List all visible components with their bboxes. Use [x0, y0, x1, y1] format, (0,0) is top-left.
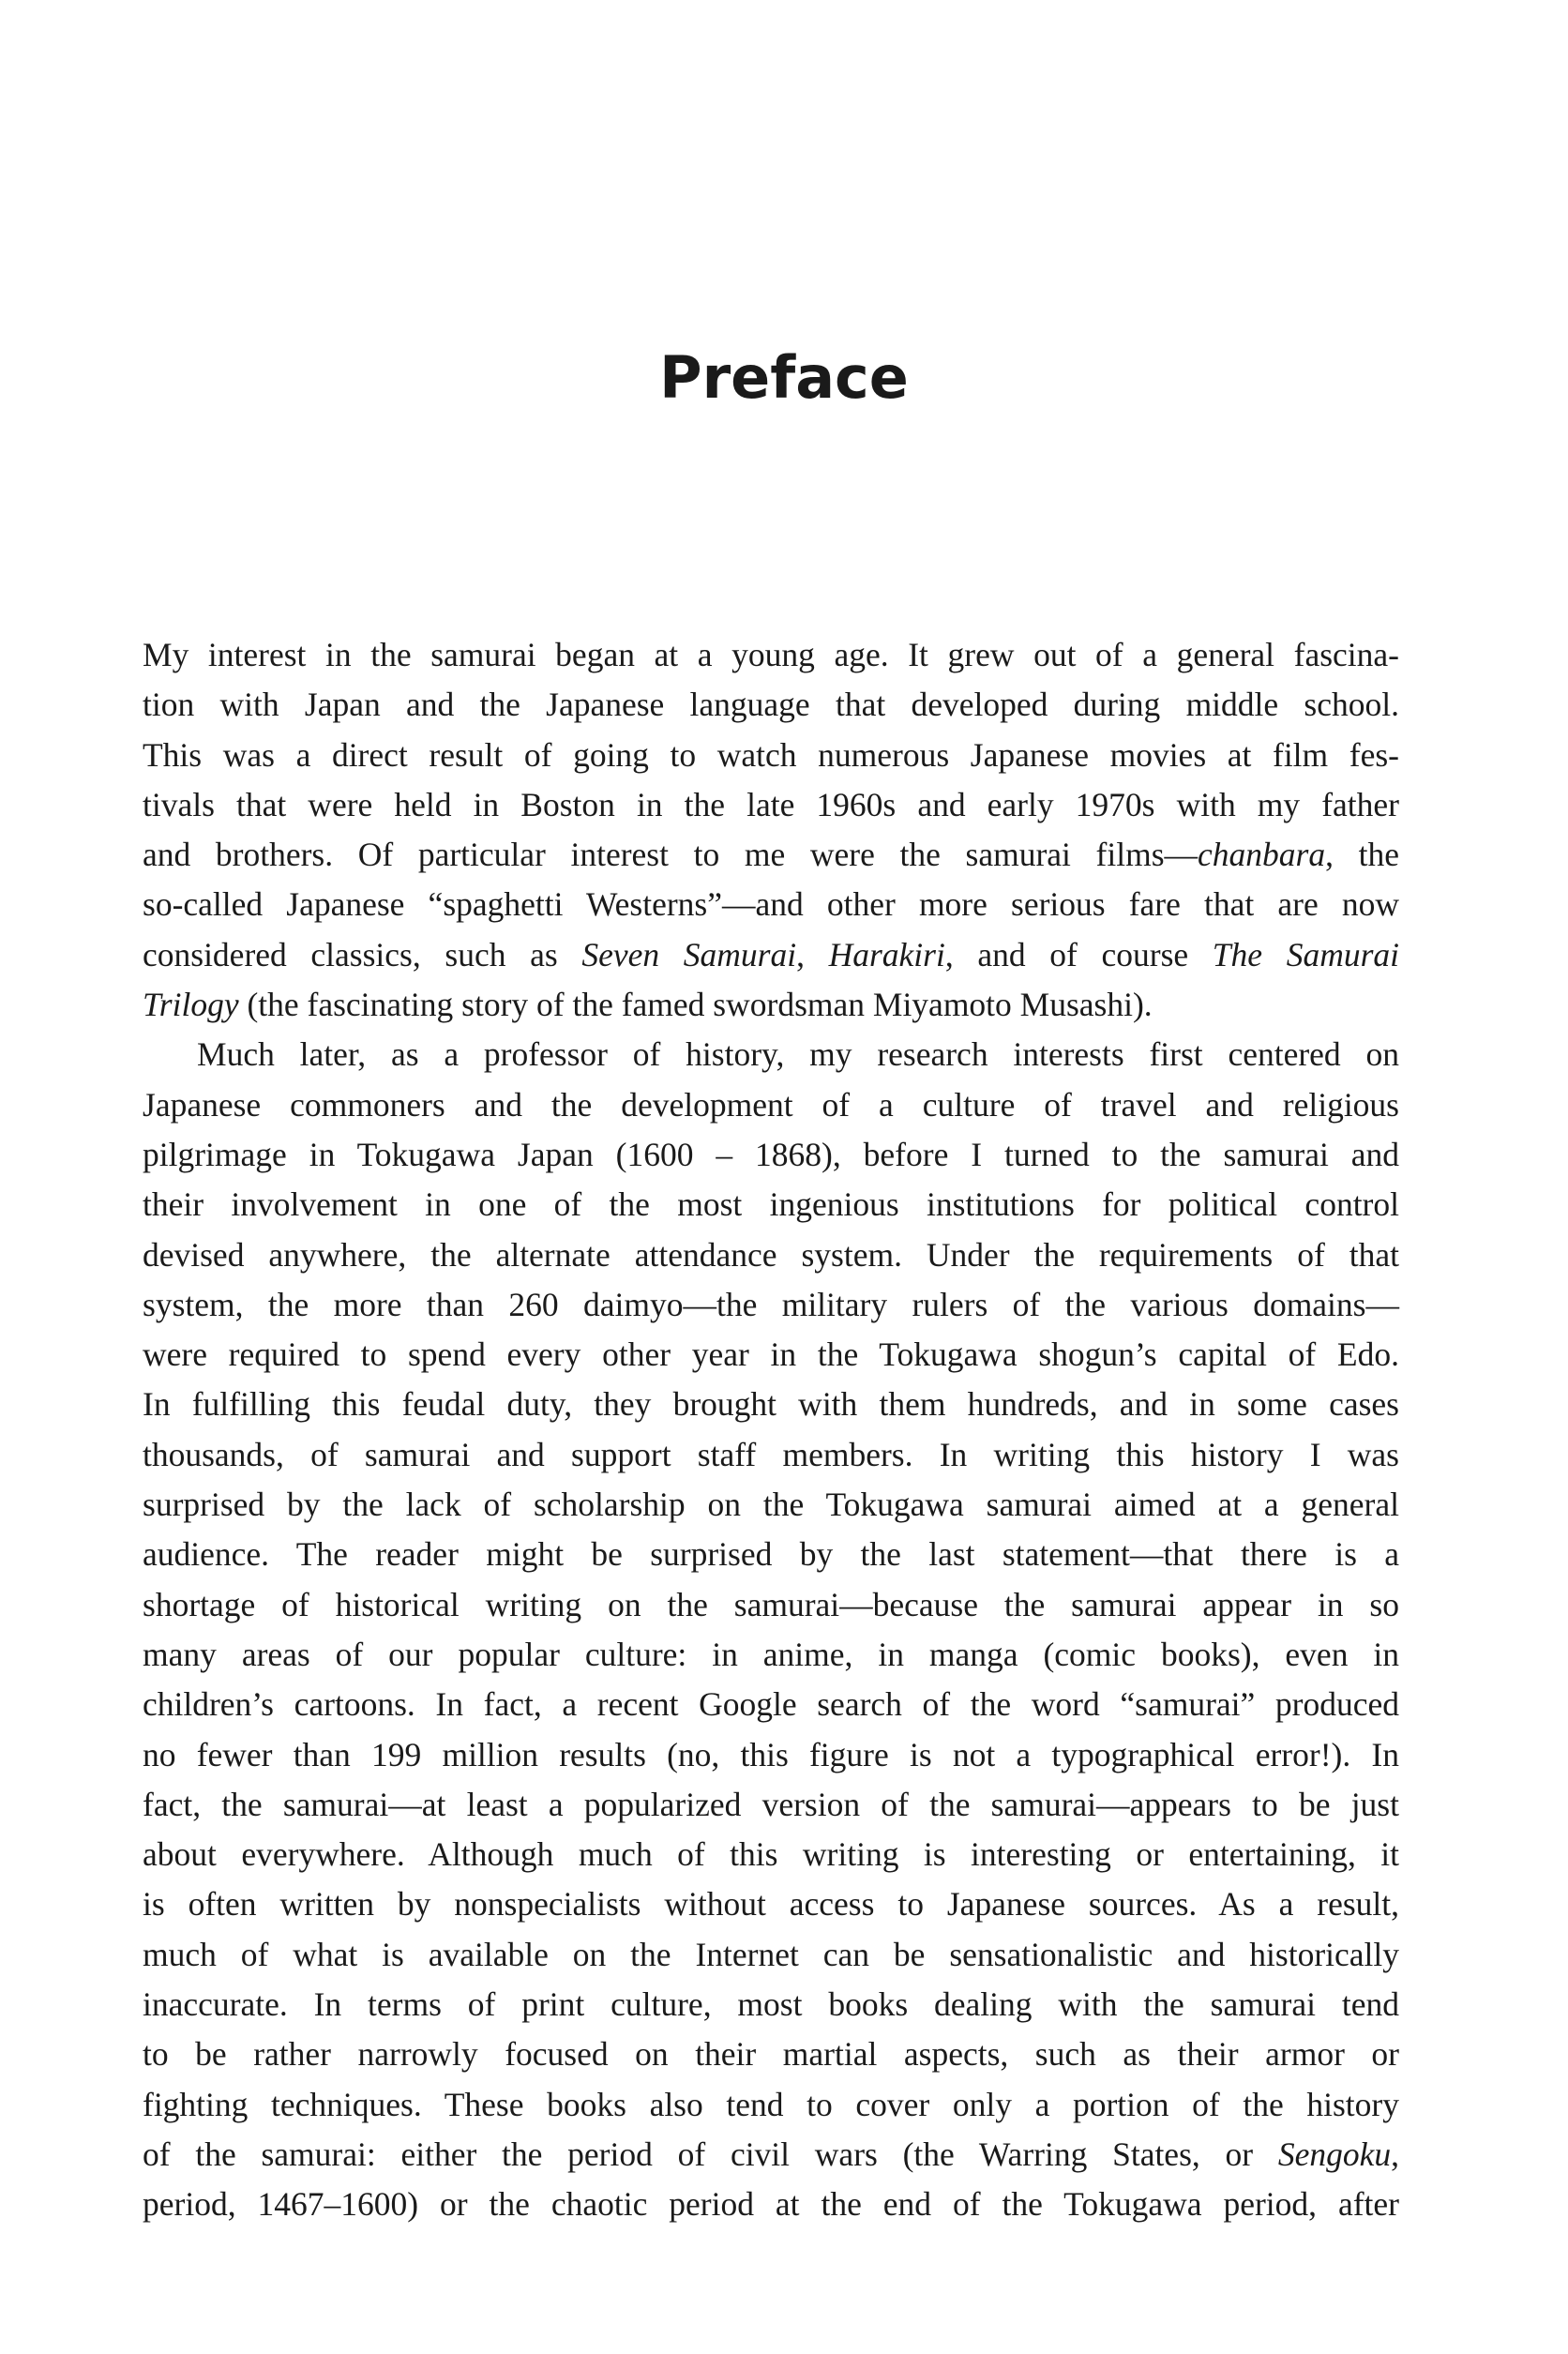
text-line	[143, 1380, 1399, 1429]
text-line	[143, 1879, 1399, 1929]
chapter-title: Preface	[659, 343, 909, 412]
text-line	[143, 2080, 1399, 2130]
text-line	[143, 1630, 1399, 1680]
text-run: system, the more than 260 daimyo—the military rulers of the various domains—	[143, 1285, 1399, 1323]
text-line	[143, 1980, 1399, 2030]
text-run: ,	[796, 935, 829, 973]
text-run: This was a direct result of going to watch numerous Japanese movies at film fes-	[143, 735, 1399, 774]
text-run: surprised by the lack of scholarship on the Tokugawa samurai aimed at a general	[143, 1486, 1399, 1524]
italic-text: Harakiri	[828, 935, 945, 973]
text-line	[143, 1230, 1399, 1280]
text-run: many areas of our popular culture: in anime, in manga (comic books), even in	[143, 1635, 1399, 1673]
text-line	[143, 1130, 1399, 1180]
text-run: shortage of historical writing on the samurai—because the samurai appear in so	[143, 1585, 1399, 1623]
text-run: children’s cartoons. In fact, a recent Google search of the word “samurai” produced	[143, 1685, 1399, 1724]
text-line	[143, 1580, 1399, 1630]
text-line	[143, 1180, 1399, 1230]
text-run: tion with Japan and the Japanese language that developed during middle school.	[143, 686, 1399, 724]
text-run: , and of course	[944, 935, 1213, 973]
text-line	[143, 1080, 1399, 1130]
text-line	[143, 780, 1399, 830]
text-run: Japanese commoners and the development of a culture of travel and religious	[143, 1085, 1399, 1124]
text-run: (the fascinating story of the famed swordsman Miyamoto Musashi).	[238, 986, 1153, 1024]
body-text	[143, 630, 1399, 2230]
italic-text: Seven Samurai	[581, 935, 797, 973]
text-line	[143, 2130, 1399, 2180]
text-run: devised anywhere, the alternate attendance system. Under the requirements of that	[143, 1235, 1399, 1274]
text-run: inaccurate. In terms of print culture, most books dealing with the samurai tend	[143, 1985, 1399, 2024]
text-line	[143, 1280, 1399, 1330]
text-run: of the samurai: either the period of civil wars (the Warring States, or	[143, 2135, 1278, 2173]
text-run: were required to spend every other year in the Tokugawa shogun’s capital of Edo.	[143, 1335, 1399, 1374]
text-run: , the	[1325, 836, 1399, 874]
text-line	[143, 1330, 1399, 1380]
text-line	[143, 680, 1399, 730]
text-line	[143, 2180, 1399, 2229]
text-run: so-called Japanese “spaghetti Westerns”—and other more serious fare that are now	[143, 885, 1399, 924]
text-line	[143, 1480, 1399, 1530]
text-run: their involvement in one of the most ingenious institutions for political control	[143, 1185, 1399, 1224]
text-run: Much later, as a professor of history, my research interests first centered on	[197, 1035, 1399, 1074]
text-run: pilgrimage in Tokugawa Japan (1600 – 1868), before I turned to the samurai and	[143, 1135, 1399, 1173]
italic-text: chanbara	[1198, 836, 1326, 874]
text-line	[143, 1430, 1399, 1480]
text-line	[143, 2030, 1399, 2079]
text-run: much of what is available on the Internet can be sensationalistic and historically	[143, 1935, 1399, 1973]
text-line	[143, 1530, 1399, 1579]
text-run: about everywhere. Although much of this writing is interesting or entertaining, it	[143, 1835, 1399, 1874]
text-run: fighting techniques. These books also tend to cover only a portion of the history	[143, 2085, 1399, 2123]
text-run: to be rather narrowly focused on their martial aspects, such as their armor or	[143, 2035, 1399, 2074]
text-line	[143, 630, 1399, 680]
text-line	[143, 731, 1399, 780]
text-line	[143, 1730, 1399, 1780]
text-run: audience. The reader might be surprised by the last statement—that there is a	[143, 1535, 1399, 1574]
text-run: considered classics, such as	[143, 935, 582, 973]
text-line	[143, 1830, 1399, 1879]
text-line	[143, 1030, 1399, 1079]
italic-text: Trilogy	[143, 986, 239, 1024]
text-line	[143, 830, 1399, 880]
text-line	[143, 880, 1399, 929]
text-run: thousands, of samurai and support staff members. In writing this history I was	[143, 1435, 1399, 1473]
text-run: and brothers. Of particular interest to me were the samurai films—	[143, 836, 1199, 874]
text-line	[143, 1680, 1399, 1729]
text-line	[143, 1930, 1399, 1980]
italic-text: Sengoku	[1277, 2135, 1392, 2173]
text-run: In fulfilling this feudal duty, they brought with them hundreds, and in some cases	[143, 1385, 1399, 1424]
text-line	[143, 1780, 1399, 1830]
italic-text: The Samurai	[1212, 935, 1400, 973]
text-run: fact, the samurai—at least a popularized version of the samurai—appears to be just	[143, 1785, 1399, 1823]
text-line	[143, 930, 1399, 980]
text-run: period, 1467–1600) or the chaotic period at the end of the Tokugawa period, after	[143, 2185, 1399, 2224]
text-run: ,	[1391, 2135, 1399, 2173]
text-run: My interest in the samurai began at a young age. It grew out of a general fascina-	[143, 636, 1399, 673]
text-line	[143, 980, 1399, 1030]
text-run: no fewer than 199 million results (no, this figure is not a typographical error!). In	[143, 1735, 1399, 1773]
text-run: is often written by nonspecialists without access to Japanese sources. As a result,	[143, 1885, 1399, 1924]
text-run: tivals that were held in Boston in the late 1960s and early 1970s with my father	[143, 785, 1399, 823]
